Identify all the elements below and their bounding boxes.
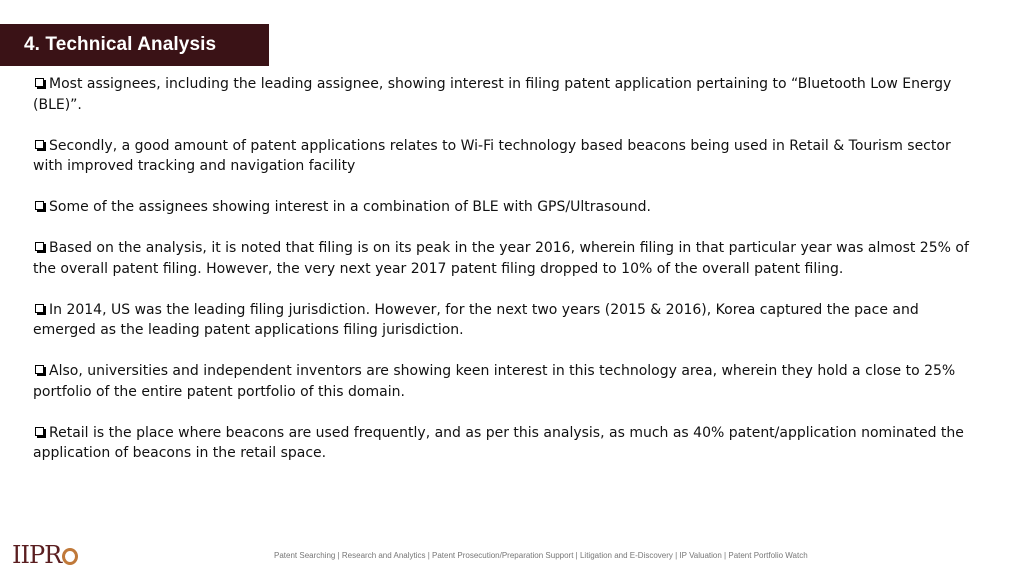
bullet-item xyxy=(33,361,983,402)
bullet-item xyxy=(33,238,983,279)
checkbox-bullet-icon xyxy=(35,201,44,210)
bullet-text: Secondly, a good amount of patent applications relates to Wi-Fi technology based beacons being used in Retail & Tourism sector with improved tracking and navigation facility xyxy=(33,137,951,174)
checkbox-bullet-icon xyxy=(35,427,44,436)
logo-ring-icon xyxy=(62,548,78,565)
bullet-text: Some of the assignees showing interest in a combination of BLE with GPS/Ultrasound. xyxy=(49,199,651,215)
bullet-item xyxy=(33,74,983,115)
page-title: 4. Technical Analysis xyxy=(24,34,217,55)
bullet-text: Retail is the place where beacons are used frequently, and as per this analysis, as much as 40% patent/application nominated the application of beacons in the retail space. xyxy=(33,424,964,461)
bullet-text: In 2014, US was the leading filing jurisdiction. However, for the next two years (2015 & 2016), Korea captured the pace and emerged as the leading patent applications filing jurisdiction. xyxy=(33,301,919,338)
title-bar xyxy=(0,24,269,66)
bullet-list xyxy=(33,74,983,484)
bullet-item xyxy=(33,197,983,218)
checkbox-bullet-icon xyxy=(35,304,44,313)
bullet-text: Based on the analysis, it is noted that filing is on its peak in the year 2016, wherein filing in that particular year was almost 25% of the overall patent filing. However, the very next year 2017 patent filing dropped to 10% of the overall patent filing. xyxy=(33,240,969,277)
bullet-text: Most assignees, including the leading assignee, showing interest in filing patent application pertaining to “Bluetooth Low Energy (BLE)”. xyxy=(33,76,952,113)
company-logo xyxy=(12,542,78,568)
checkbox-bullet-icon xyxy=(35,242,44,251)
bullet-item xyxy=(33,136,983,177)
footer-services: Patent Searching | Research and Analytics | Patent Prosecution/Preparation Support | Litigation and E-Discovery | IP Valuation | Patent Portfolio Watch xyxy=(274,551,808,560)
checkbox-bullet-icon xyxy=(35,140,44,149)
bullet-item xyxy=(33,300,983,341)
bullet-text: Also, universities and independent inventors are showing keen interest in this technology area, wherein they hold a close to 25% portfolio of the entire patent portfolio of this domain. xyxy=(33,363,956,400)
logo-text: IIPR xyxy=(12,541,62,569)
bullet-item xyxy=(33,423,983,464)
checkbox-bullet-icon xyxy=(35,365,44,374)
checkbox-bullet-icon xyxy=(35,78,44,87)
